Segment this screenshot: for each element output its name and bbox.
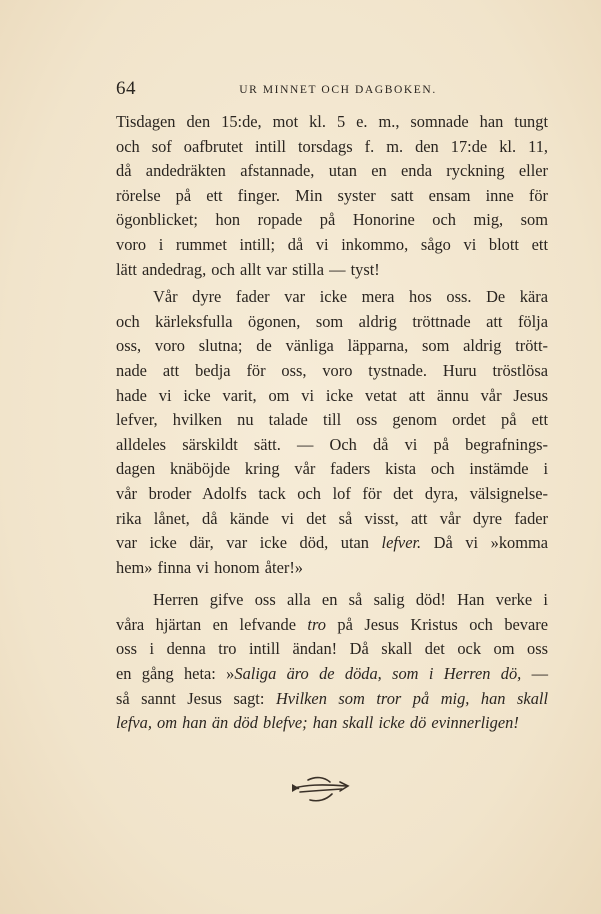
text-line: rörelse på ett finger. Min syster satt ensam inne för bbox=[116, 185, 548, 205]
italic-quote: lefva, om han än död blefve; han skall icke dö evinnerligen! bbox=[116, 713, 519, 733]
text-line: hade vi icke varit, om vi icke vetat att ännu vår Jesus bbox=[116, 385, 548, 405]
paragraph-3 bbox=[116, 588, 548, 736]
text-line-with-italic bbox=[116, 662, 548, 687]
page-number: 64 bbox=[116, 78, 136, 99]
text-segment: var icke där, var icke död, utan bbox=[116, 533, 382, 553]
paragraph-2 bbox=[116, 285, 548, 580]
text-line: oss, voro slutna; de vänliga läpparna, som aldrig trött- bbox=[116, 336, 548, 356]
text-line: Tisdagen den 15:de, mot kl. 5 e. m., somnade han tungt bbox=[116, 112, 548, 131]
text-line: Herren gifve oss alla en så salig död! Han verke i bbox=[153, 590, 548, 610]
fleuron-pen-ornament-icon bbox=[290, 770, 352, 804]
page-header bbox=[116, 78, 548, 102]
text-line-with-italic bbox=[116, 687, 548, 712]
italic-word: tro bbox=[307, 614, 326, 634]
italic-word: lefver. bbox=[381, 533, 422, 553]
text-line: nade att bedja för oss, voro tystnade. Huru tröstlösa bbox=[116, 360, 548, 380]
text-segment: en gång heta: » bbox=[116, 664, 235, 684]
italic-quote: Saliga äro de döda, som i Herren dö, bbox=[234, 664, 522, 684]
text-line-italic bbox=[116, 711, 548, 736]
running-title: UR MINNET OCH DAGBOKEN. bbox=[239, 84, 437, 96]
text-line: ögonblicket; hon ropade på Honorine och mig, som bbox=[116, 210, 548, 230]
text-line: voro i rummet intill; då vi inkommo, sågo vi blott ett bbox=[116, 234, 548, 254]
italic-quote: Hvilken som tror på mig, han skall bbox=[275, 688, 548, 708]
text-segment: — bbox=[521, 664, 548, 684]
text-segment: på Jesus Kristus och bevare bbox=[325, 614, 548, 634]
text-line-with-italic bbox=[116, 613, 548, 638]
text-segment: så sannt Jesus sagt: bbox=[116, 688, 276, 708]
text-line: Vår dyre fader var icke mera hos oss. De kära bbox=[153, 287, 548, 307]
text-line: oss i denna tro intill ändan! Då skall det ock om oss bbox=[116, 639, 548, 659]
text-segment: våra hjärtan en lefvande bbox=[116, 614, 308, 634]
text-line: och kärleksfulla ögonen, som aldrig tröttnade att följa bbox=[116, 311, 548, 331]
text-line: alldeles särskildt sätt. — Och då vi på begrafnings- bbox=[116, 434, 548, 454]
text-line: hem» finna vi honom åter!» bbox=[116, 557, 303, 577]
paragraph-1 bbox=[116, 110, 548, 282]
text-line: lefver, hvilken nu talade till oss genom ordet på ett bbox=[116, 410, 548, 430]
body-text bbox=[116, 110, 548, 736]
text-line: vår broder Adolfs tack och lof för det dyra, välsignelse- bbox=[116, 483, 548, 503]
text-segment: Då vi »komma bbox=[421, 533, 548, 553]
text-line: rika lånet, då kände vi det så visst, att vår dyre fader bbox=[116, 508, 548, 528]
text-line: och sof oafbrutet intill torsdags f. m. den 17:de kl. 11, bbox=[116, 136, 548, 156]
text-line: dagen knäböjde kring vår faders kista och instämde i bbox=[116, 459, 548, 479]
text-line: då andedräkten afstannade, utan en enda ryckning eller bbox=[116, 161, 548, 181]
text-line-with-italic bbox=[116, 531, 548, 556]
text-line: lätt andedrag, och allt var stilla — tyst! bbox=[116, 259, 380, 279]
